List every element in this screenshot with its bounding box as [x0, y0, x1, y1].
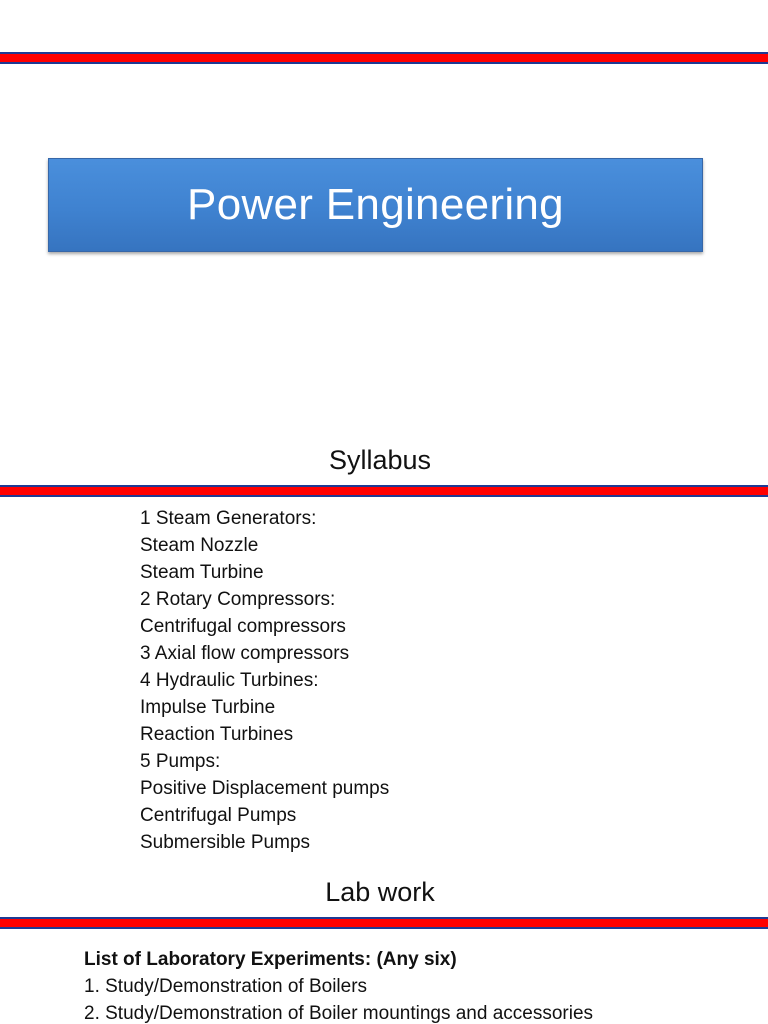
syllabus-item: 1 Steam Generators:	[140, 508, 317, 529]
syllabus-item: 2 Rotary Compressors:	[140, 589, 336, 610]
lab-experiment-item: 1. Study/Demonstration of Boilers	[84, 976, 368, 997]
syllabus-item: 4 Hydraulic Turbines:	[140, 670, 319, 691]
lab-work-heading: Lab work	[325, 877, 435, 907]
syllabus-item: Centrifugal compressors	[140, 616, 346, 637]
top-divider-rule	[0, 52, 768, 64]
lab-divider-rule	[0, 917, 768, 929]
syllabus-item: Reaction Turbines	[140, 724, 294, 745]
lab-experiment-list	[84, 973, 593, 1024]
syllabus-item: Steam Nozzle	[140, 535, 259, 556]
syllabus-item: 5 Pumps:	[140, 751, 221, 772]
syllabus-item: Centrifugal Pumps	[140, 805, 297, 826]
syllabus-heading: Syllabus	[328, 445, 432, 475]
syllabus-item: Impulse Turbine	[140, 697, 276, 718]
syllabus-item: Steam Turbine	[140, 562, 264, 583]
lab-experiments-block	[84, 946, 593, 1024]
syllabus-item: 3 Axial flow compressors	[140, 643, 350, 664]
syllabus-list	[140, 505, 389, 856]
lab-experiment-item: 2. Study/Demonstration of Boiler mountings and accessories	[84, 1003, 594, 1024]
title-banner	[48, 158, 703, 252]
syllabus-item: Submersible Pumps	[140, 832, 311, 853]
syllabus-divider-rule	[0, 485, 768, 497]
syllabus-item: Positive Displacement pumps	[140, 778, 390, 799]
page-title: Power Engineering	[187, 180, 564, 229]
lab-list-heading: List of Laboratory Experiments: (Any six)	[84, 949, 457, 970]
